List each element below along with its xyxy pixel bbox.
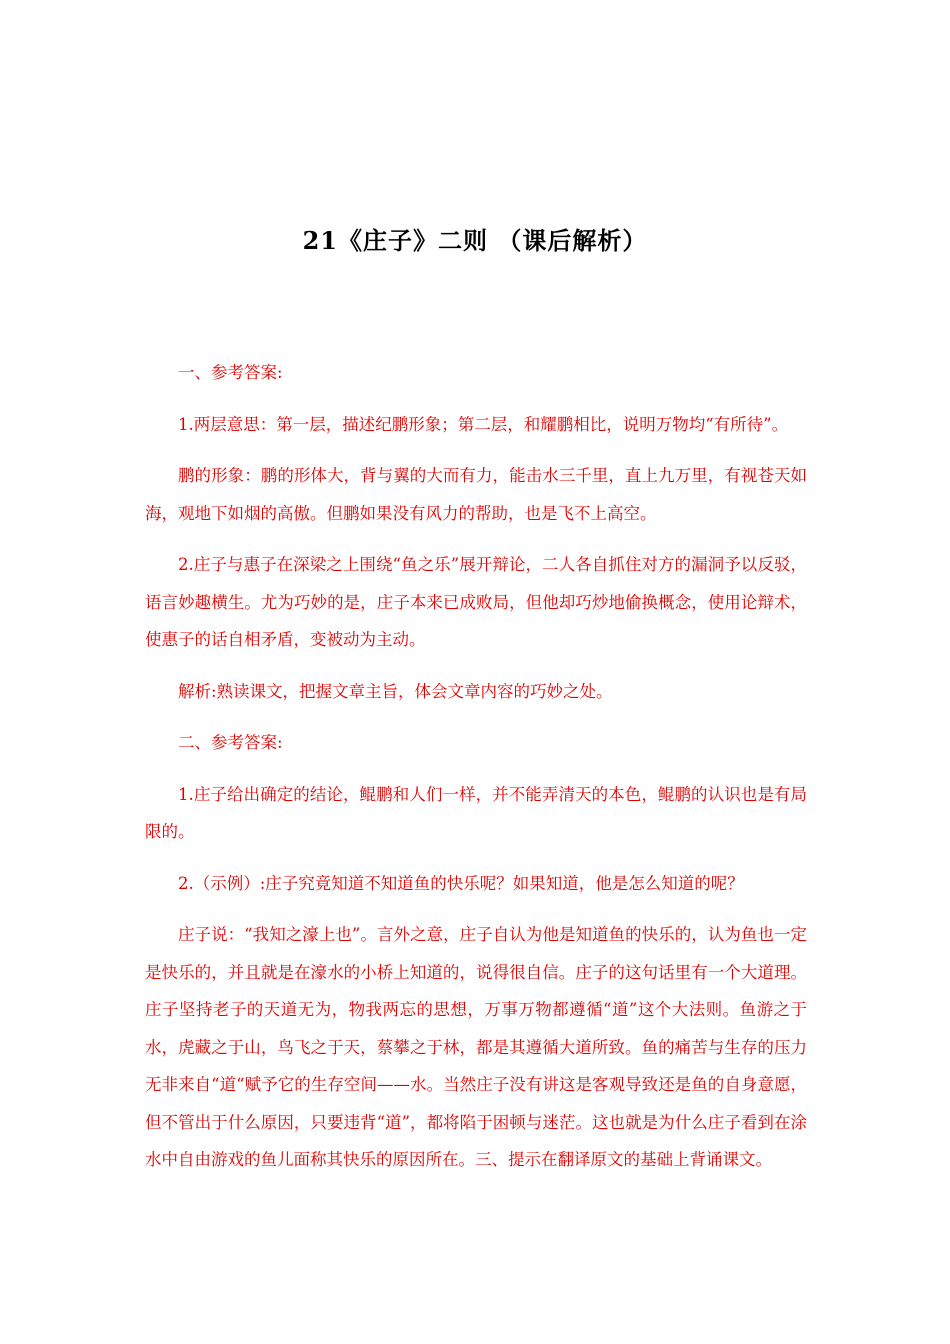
section-one-heading: 一、参考答案: [178,363,283,382]
peng-image-paragraph: 鹏的形象：鹏的形体大，背与翼的大而有力，能击水三千里，直上九万里，有视苍天如海，观地下如烟的高傲。但鹏如果没有风力的帮助，也是飞不上高空。 [145,466,807,523]
zhuangzi-explanation-paragraph: 庄子说：“我知之濠上也”。言外之意，庄子自认为他是知道鱼的快乐的，认为鱼也一定是快乐的，并且就是在濠水的小桥上知道的，说得很自信。庄子的这句话里有一个大道理。庄子坚持老子的天道无为，物我两忘的思想，万事万物都遵循“道”这个大法则。鱼游之于水，虎藏之于山，鸟飞之于天，蔡攀之于林，都是其遵循大道所致。鱼的痛苦与生存的压力无非来自“道“赋予它的生存空间——水。当然庄子没有讲这是客观导致还是鱼的自身意愿，但不管出于什么原因，只要违背“道”，都将陷于困顿与迷茫。这也就是为什么庄子看到在涂水中自由游戏的鱼儿面称其快乐的原因所在。三、提示在翻译原文的基础上背诵课文。 [145,925,807,1169]
document-body [145,354,807,1179]
answer-2-2: 2.（示例）:庄子究竟知道不知道鱼的快乐呢？如果知道，他是怎么知道的呢？ [178,873,744,893]
section-two-heading: 二、参考答案: [178,733,283,752]
answer-1-2: 2.庄子与惠子在深梁之上围绕“鱼之乐”展开辩论，二人各自抓住对方的漏洞予以反驳，语言妙趣横生。尤为巧妙的是，庄子本来已成败局，但他却巧炒地偷换概念，使用论辩术，使惠子的话自相矛盾，变被动为主动。 [145,555,807,649]
analysis-paragraph: 解析:熟读课文，把握文章主旨，体会文章内容的巧妙之处。 [178,681,613,701]
document-title: 21《庄子》二则 （课后解析） [302,226,648,256]
answer-1-1: 1.两层意思：第一层，描述纪鹏形象；第二层，和耀鹏相比，说明万物均“有所待”。 [178,414,789,434]
answer-2-1: 1.庄子给出确定的结论，鲲鹏和人们一样，并不能弄清天的本色，鲲鹏的认识也是有局限的。 [145,784,807,841]
